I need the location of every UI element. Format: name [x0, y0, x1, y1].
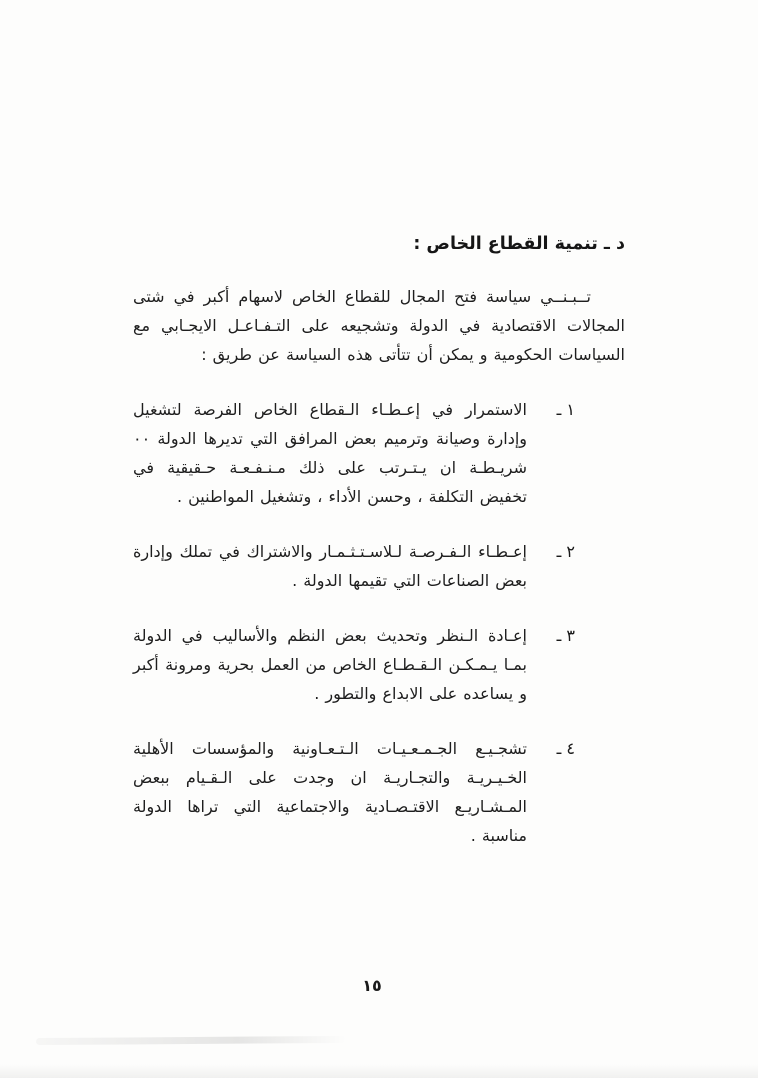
page-number: ١٥	[362, 976, 382, 995]
list-item	[133, 395, 625, 511]
scan-edge-shadow	[0, 1064, 758, 1078]
list-item	[133, 537, 625, 595]
intro-paragraph: تــبـنــي سياسة فتح المجال للقطاع الخاص لاسهام أكبر في شتى المجالات الاقتصادية في الدولة وتشجيعه على التـفـاعـل الايجـابي مع السياسات الحكومية و يمكن أن تتأتى هذه السياسة عن طريق :	[133, 287, 625, 364]
item-number: ٤ ـ	[556, 739, 575, 758]
item-number: ٣ ـ	[556, 626, 575, 645]
section-heading: د ـ تنمية القطاع الخاص :	[413, 234, 625, 254]
item-text: إعـطـاء الـفـرصـة لـلاسـتـثـمـار والاشتراك في تملك وإدارة بعض الصناعات التي تقيمها الدولة .	[133, 542, 527, 590]
item-number: ٢ ـ	[556, 542, 575, 561]
item-text: إعـادة الـنظر وتحديث بعض النظم والأساليب في الدولة بمـا يـمـكـن الـقـطـاع الخاص من العمل بحرية ومرونة أكبر و يساعده على الابداع والتطور .	[133, 626, 527, 703]
item-number: ١ ـ	[556, 400, 575, 419]
item-text: تشجـيـع الجـمـعـيـات الـتـعـاونية والمؤسسات الأهلية الخـيـريـة والتجـاريـة ان وجدت على الـقـيام ببعض المـشـاريـع الاقتـصـادية والاجتماعية التي تراها الدولة مناسبة .	[133, 739, 527, 845]
item-text: الاستمرار في إعـطـاء الـقطاع الخاص الفرصة لتشغيل وإدارة وصيانة وترميم بعض المرافق التي تديرها الدولة ٠٠ شريـطـة ان يـتـرتب على ذلك مـنـفـعـة حـقيقية في تخفيض التكلفة ، وحسن الأداء ، وتشغيل المواطنين .	[133, 400, 527, 506]
scan-artifact	[36, 1036, 346, 1045]
list-item	[133, 621, 625, 708]
page-content	[133, 234, 625, 850]
list-item	[133, 734, 625, 850]
